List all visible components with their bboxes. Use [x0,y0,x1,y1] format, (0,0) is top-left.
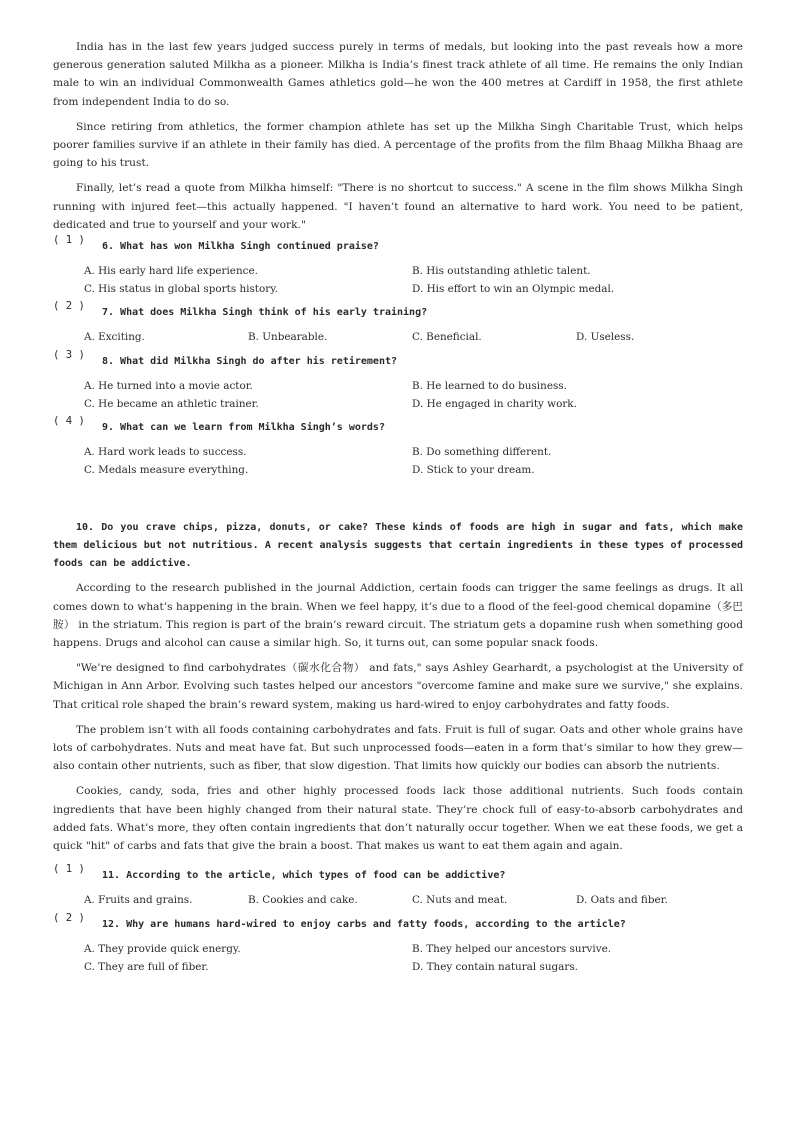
option-d[interactable]: D. Oats and fiber. [576,894,668,907]
passage2-intro: 10. Do you crave chips, pizza, donuts, or cake? These kinds of foods are high in sugar and fats, which make them delicious but not nutritious. A recent analysis suggests that certain ingredients in these types of processed foods can be addictive. [53,522,743,570]
option-c[interactable]: C. Beneficial. [412,331,482,344]
question-9 [53,415,743,479]
option-d[interactable]: D. They contain natural sugars. [412,960,578,973]
answer-options [84,377,743,413]
answer-options [84,443,743,479]
passage1-paragraph-1: India has in the last few years judged success purely in terms of medals, but looking into the past reveals how a more generous generation saluted Milkha as a pioneer. Milkha is India’s finest track athlete of all time. He remains the only Indian male to win an individual Commonwealth Games athletics gold—he won the 400 metres at Cardiff in 1958, the first athlete from independent India to do so. [53,41,743,108]
worksheet-page [53,38,743,976]
option-c[interactable]: C. They are full of fiber. [84,960,209,973]
option-a[interactable]: A. Fruits and grains. [84,894,193,907]
option-b[interactable]: B. His outstanding athletic talent. [412,265,591,278]
passage2-paragraph-2: "We’re designed to find carbohydrates（碳水化合物） and fats," says Ashley Gearhardt, a psychologist at the University of Michigan in Ann Arbor. Evolving such tastes helped our ancestors "overcome famine and make sure we survive," she explains. That critical role shaped the brain’s reward system, making us hard-wired to enjoy carbohydrates and fatty foods. [53,662,743,711]
option-d[interactable]: D. Stick to your dream. [412,464,535,477]
option-c[interactable]: C. He became an athletic trainer. [84,397,259,410]
option-b[interactable]: B. Unbearable. [248,331,328,344]
option-a[interactable]: A. He turned into a movie actor. [84,379,253,392]
passage1-paragraph-2: Since retiring from athletics, the former champion athlete has set up the Milkha Singh Charitable Trust, which helps poorer families survive if an athlete in their family has died. A percentage of the profits from the film Bhaag Milkha Bhaag are going to his trust. [53,120,743,170]
option-a[interactable]: A. They provide quick energy. [84,942,241,955]
option-b[interactable]: B. Do something different. [412,446,552,459]
question-12 [53,911,743,976]
question-number: ( 4 ) [53,415,85,428]
answer-options [84,328,743,346]
option-b[interactable]: B. He learned to do business. [412,379,567,392]
question-stem: 7. What does Milkha Singh think of his early training? [102,307,428,319]
question-number: ( 1 ) [53,863,85,876]
option-a[interactable]: A. His early hard life experience. [84,265,258,278]
question-stem: 9. What can we learn from Milkha Singh’s words? [102,422,385,434]
option-b[interactable]: B. Cookies and cake. [248,894,358,907]
passage2-paragraph-1: According to the research published in the journal Addiction, certain foods can trigger the same feelings as drugs. It all comes down to what’s happening in the brain. When we feel happy, it’s due to a flood of the feel-good chemical dopamine（多巴胺） in the striatum. This region is part of the brain’s reward circuit. The striatum gets a dopamine rush when something good happens. Drugs and alcohol can cause a similar high. So, it turns out, can some popular snack foods. [53,582,743,650]
question-number: ( 2 ) [53,300,85,313]
question-6 [53,234,743,298]
question-8 [53,348,743,413]
option-a[interactable]: A. Hard work leads to success. [84,446,247,459]
option-d[interactable]: D. Useless. [576,331,635,344]
question-number: ( 3 ) [53,348,85,361]
answer-options [84,262,743,298]
option-d[interactable]: D. His effort to win an Olympic medal. [412,283,615,296]
question-11 [53,863,743,909]
option-c[interactable]: C. Medals measure everything. [84,464,249,477]
option-d[interactable]: D. He engaged in charity work. [412,397,577,410]
question-stem: 8. What did Milkha Singh do after his retirement? [102,355,398,367]
question-stem: 12. Why are humans hard-wired to enjoy carbs and fatty foods, according to the article? [102,918,626,930]
question-number: ( 2 ) [53,911,85,924]
question-7 [53,300,743,346]
question-number: ( 1 ) [53,234,85,247]
option-b[interactable]: B. They helped our ancestors survive. [412,942,612,955]
passage1-paragraph-3: Finally, let’s read a quote from Milkha himself: "There is no shortcut to success." A scene in the film shows Milkha Singh running with injured feet—this actually happened. "I haven’t found an alternative to hard work. You need to be patient, dedicated and true to yourself and your work." [53,182,743,231]
answer-options [84,940,743,976]
question-stem: 11. According to the article, which types of food can be addictive? [102,870,506,882]
question-stem: 6. What has won Milkha Singh continued praise? [102,241,379,253]
passage2-paragraph-3: The problem isn’t with all foods containing carbohydrates and fats. Fruit is full of sugar. Oats and other whole grains have lots of carbohydrates. Nuts and meat have fat. But such unprocessed foods—eaten in a form that’s similar to how they grew—also contain other nutrients, such as fiber, that slow digestion. That limits how quickly our bodies can absorb the nutrients. [53,723,743,773]
option-a[interactable]: A. Exciting. [84,331,145,344]
option-c[interactable]: C. Nuts and meat. [412,894,508,907]
answer-options [84,891,743,909]
passage2-paragraph-4: Cookies, candy, soda, fries and other highly processed foods lack those additional nutrients. Such foods contain ingredients that have been highly changed from their natural state. They’re chock full of easy-to-absorb carbohydrates and added fats. What’s more, they often contain ingredients that don’t naturally occur together. When we eat these foods, we get a quick "hit" of carbs and fats that give the brain a boost. That makes us want to eat them again and again. [53,785,743,853]
option-c[interactable]: C. His status in global sports history. [84,283,278,296]
